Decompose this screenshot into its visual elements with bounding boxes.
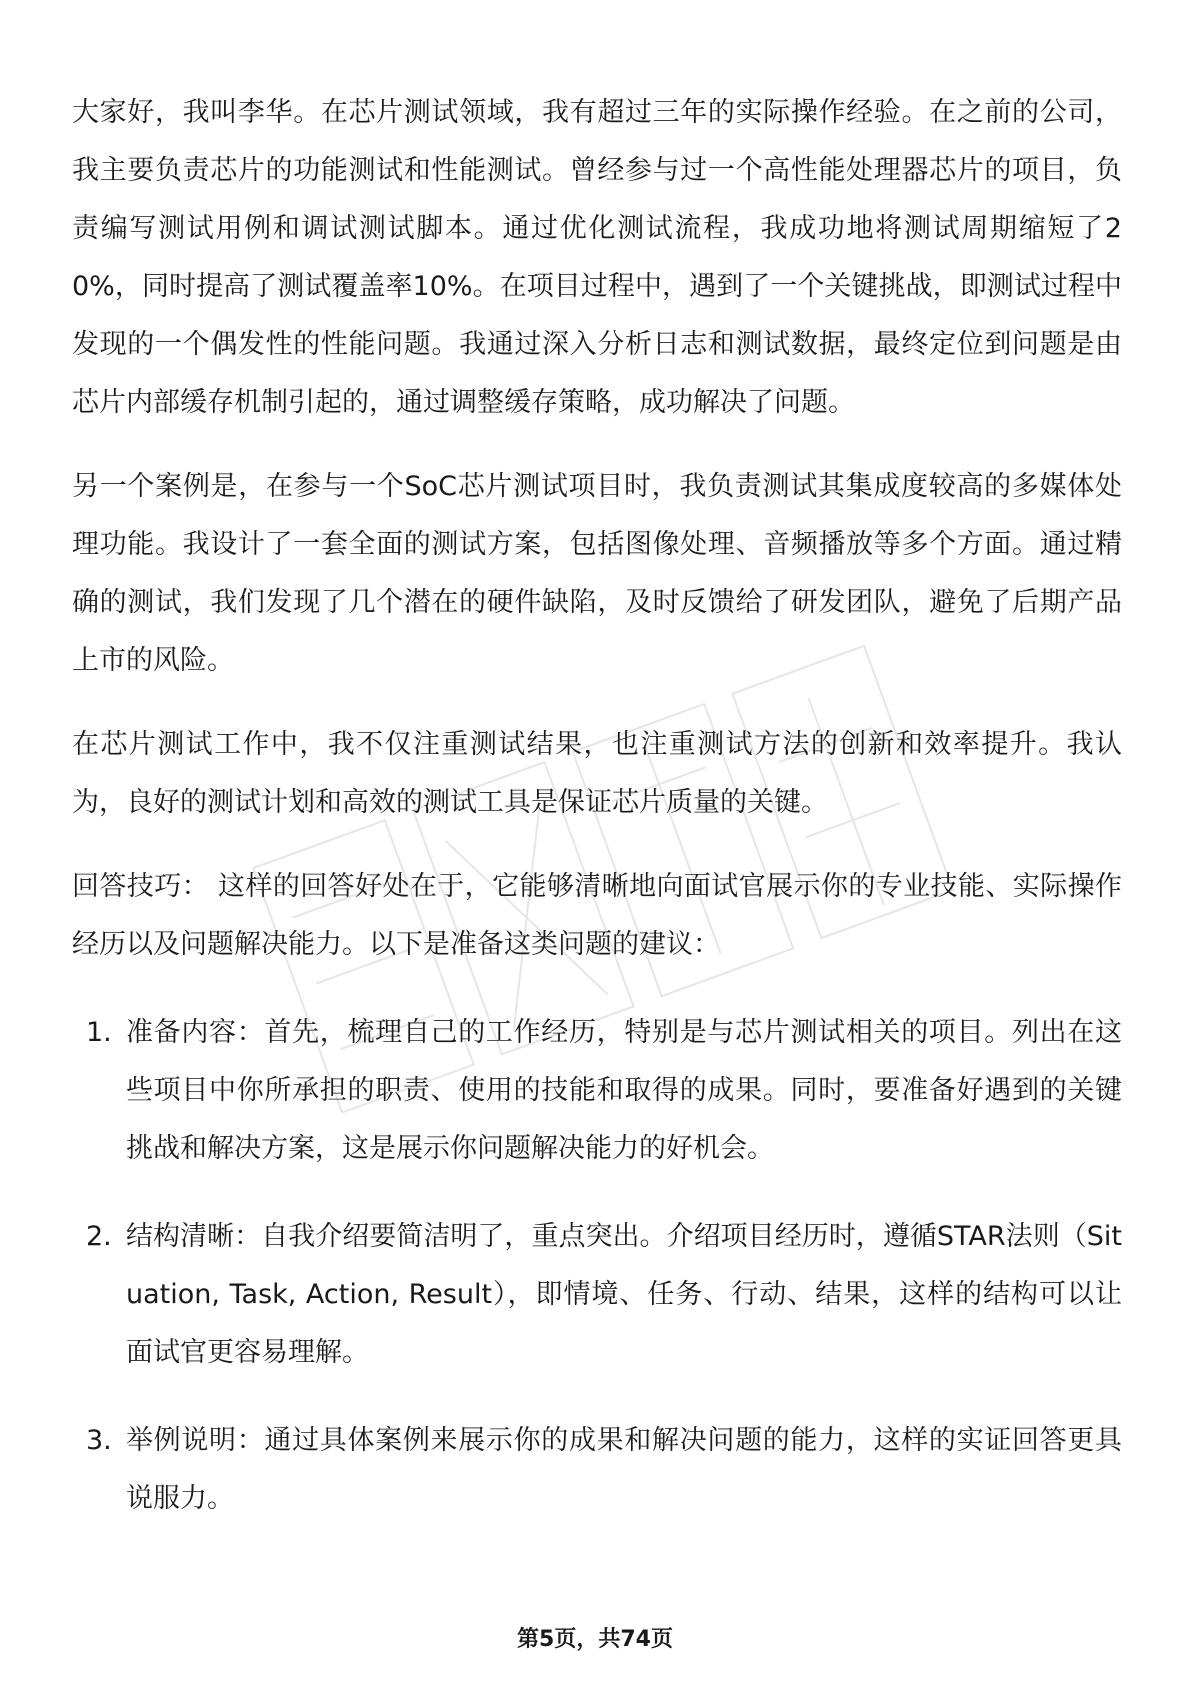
main-content bbox=[72, 84, 1122, 1558]
list-number: 2. bbox=[86, 1221, 112, 1252]
list-item-text: 举例说明：通过具体案例来展示你的成果和解决问题的能力，这样的实证回答更具说服力。 bbox=[126, 1425, 1122, 1514]
list-item-text: 结构清晰：自我介绍要简洁明了，重点突出。介绍项目经历时，遵循STAR法则（Situation, Task, Action, Result），即情境、任务、行动、结果，这样的结构可以让面试官更容易理解。 bbox=[126, 1221, 1122, 1368]
list-item bbox=[72, 1208, 1122, 1382]
list-number: 3. bbox=[86, 1425, 112, 1456]
list-number: 1. bbox=[86, 1017, 112, 1048]
paragraph-answer-tips: 回答技巧： 这样的回答好处在于，它能够清晰地向面试官展示你的专业技能、实际操作经历以及问题解决能力。以下是准备这类问题的建议： bbox=[72, 871, 1122, 960]
tips-list bbox=[72, 1004, 1122, 1528]
list-item bbox=[72, 1004, 1122, 1178]
list-item-text: 准备内容：首先，梳理自己的工作经历，特别是与芯片测试相关的项目。列出在这些项目中你所承担的职责、使用的技能和取得的成果。同时，要准备好遇到的关键挑战和解决方案，这是展示你问题解决能力的好机会。 bbox=[126, 1017, 1122, 1164]
page-footer: 第5页，共74页 bbox=[517, 1627, 673, 1652]
paragraph-intro: 大家好，我叫李华。在芯片测试领域，我有超过三年的实际操作经验。在之前的公司，我主要负责芯片的功能测试和性能测试。曾经参与过一个高性能处理器芯片的项目，负责编写测试用例和调试测试脚本。通过优化测试流程，我成功地将测试周期缩短了20%，同时提高了测试覆盖率10%。在项目过程中，遇到了一个关键挑战，即测试过程中发现的一个偶发性的性能问题。我通过深入分析日志和测试数据，最终定位到问题是由芯片内部缓存机制引起的，通过调整缓存策略，成功解决了问题。 bbox=[72, 97, 1122, 418]
list-item bbox=[72, 1412, 1122, 1528]
paragraph-summary: 在芯片测试工作中，我不仅注重测试结果，也注重测试方法的创新和效率提升。我认为，良好的测试计划和高效的测试工具是保证芯片质量的关键。 bbox=[72, 729, 1122, 818]
paragraph-soc-case: 另一个案例是，在参与一个SoC芯片测试项目时，我负责测试其集成度较高的多媒体处理功能。我设计了一套全面的测试方案，包括图像处理、音频播放等多个方面。通过精确的测试，我们发现了几个潜在的硬件缺陷，及时反馈给了研发团队，避免了后期产品上市的风险。 bbox=[72, 471, 1122, 676]
